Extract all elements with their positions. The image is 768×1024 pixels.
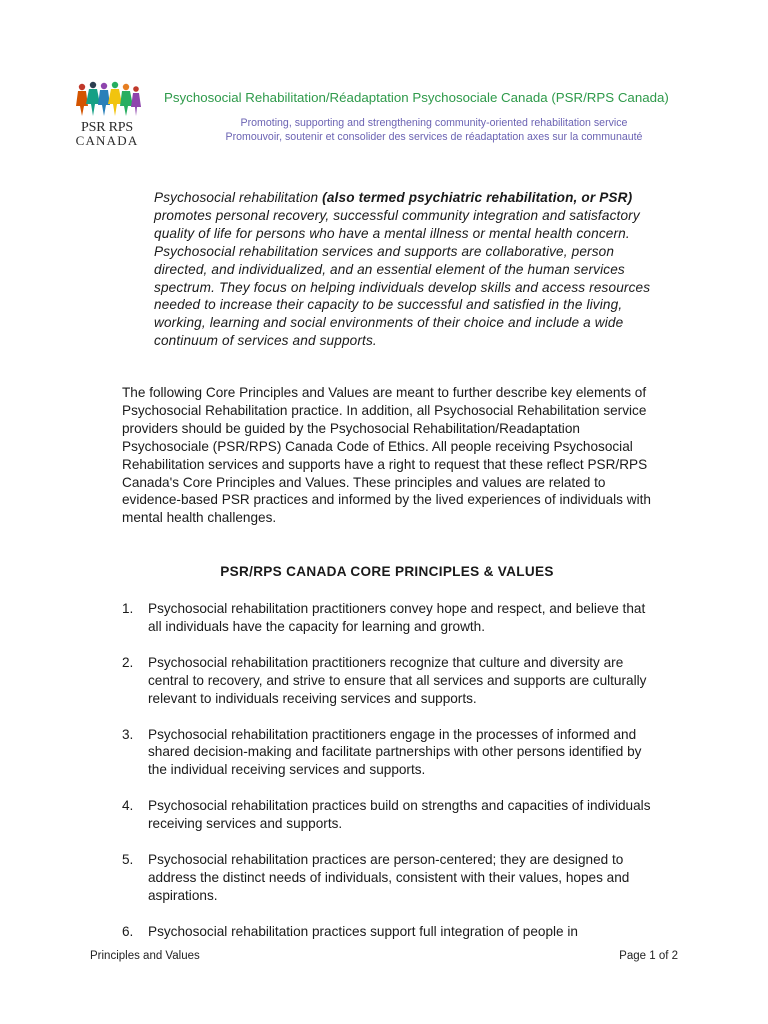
logo-text-bottom: CANADA <box>75 133 139 148</box>
principle-item <box>122 851 662 905</box>
footer-title: Principles and Values <box>90 950 200 962</box>
intro-paragraph <box>154 189 654 350</box>
principle-number: 2. <box>122 654 134 670</box>
body-paragraph: The following Core Principles and Values are meant to further describe key elements of Psychosocial Rehabilitation practice. In addition, all Psychosocial Rehabilitation service providers should be guided by the Psychosocial Rehabilitation/Readaptation Psychosociale (PSR/RPS) Canada Code of Ethics. All people receiving Psychosocial Rehabilitation services and supports have a right to request that these reflect PSR/RPS Canada's Core Principles and Values. These principles and values are related to evidence-based PSR practices and informed by the lived experiences of individuals with mental health challenges. <box>122 385 651 526</box>
principle-text: Psychosocial rehabilitation practitioners engage in the processes of informed and shared decision-making and facilitate partnerships with other persons identified by the individual receiving services and supports. <box>148 726 642 778</box>
logo-figures-icon <box>72 80 142 120</box>
logo-text-top: PSR RPS <box>81 120 133 135</box>
principle-text: Psychosocial rehabilitation practices build on strengths and capacities of individuals receiving services and supports. <box>148 798 651 832</box>
principle-number: 4. <box>122 798 134 814</box>
section-heading: PSR/RPS CANADA CORE PRINCIPLES & VALUES <box>220 564 554 579</box>
principle-number: 5. <box>122 852 134 868</box>
principle-text: Psychosocial rehabilitation practices are person-centered; they are designed to address the distinct needs of individuals, consistent with their values, hopes and aspirations. <box>148 852 630 903</box>
tagline-english: Promoting, supporting and strengthening community-oriented rehabilitation service <box>240 117 628 129</box>
principle-item <box>122 600 662 636</box>
principle-number: 6. <box>122 923 134 939</box>
tagline-french: Promouvoir, soutenir et consolider des services de réadaptation axes sur la communauté <box>225 131 643 143</box>
principles-list <box>122 600 662 959</box>
principle-item <box>122 797 662 833</box>
psr-rps-canada-logo <box>72 80 142 148</box>
principle-text: Psychosocial rehabilitation practices support full integration of people in <box>148 923 578 939</box>
intro-bold: (also termed psychiatric rehabilitation, or PSR) <box>322 190 633 205</box>
principle-number: 3. <box>122 726 134 742</box>
organization-name: Psychosocial Rehabilitation/Réadaptation Psychosociale Canada (PSR/RPS Canada) <box>164 90 669 105</box>
principle-number: 1. <box>122 601 134 616</box>
intro-rest: promotes personal recovery, successful community integration and satisfactory quality of life for persons who have a mental illness or mental health concern. Psychosocial rehabilitation services and supports are collaborative, person directed, and individualized, and an essential element of the human services spectrum. They focus on helping individuals develop skills and access resources needed to increase their capacity to be successful and satisfied in the living, working, learning and social environments of their choice and include a wide continuum of services and supports. <box>154 207 651 349</box>
principle-item <box>122 654 662 708</box>
principle-text: Psychosocial rehabilitation practitioners convey hope and respect, and believe that all individuals have the capacity for learning and growth. <box>148 601 646 634</box>
page-number: Page 1 of 2 <box>619 950 678 962</box>
intro-lead: Psychosocial rehabilitation <box>154 190 323 205</box>
principle-item <box>122 726 662 780</box>
principle-text: Psychosocial rehabilitation practitioners recognize that culture and diversity are central to recovery, and strive to ensure that all services and supports are culturally relevant to individuals receiving services and supports. <box>148 654 647 706</box>
principle-item <box>122 923 662 941</box>
